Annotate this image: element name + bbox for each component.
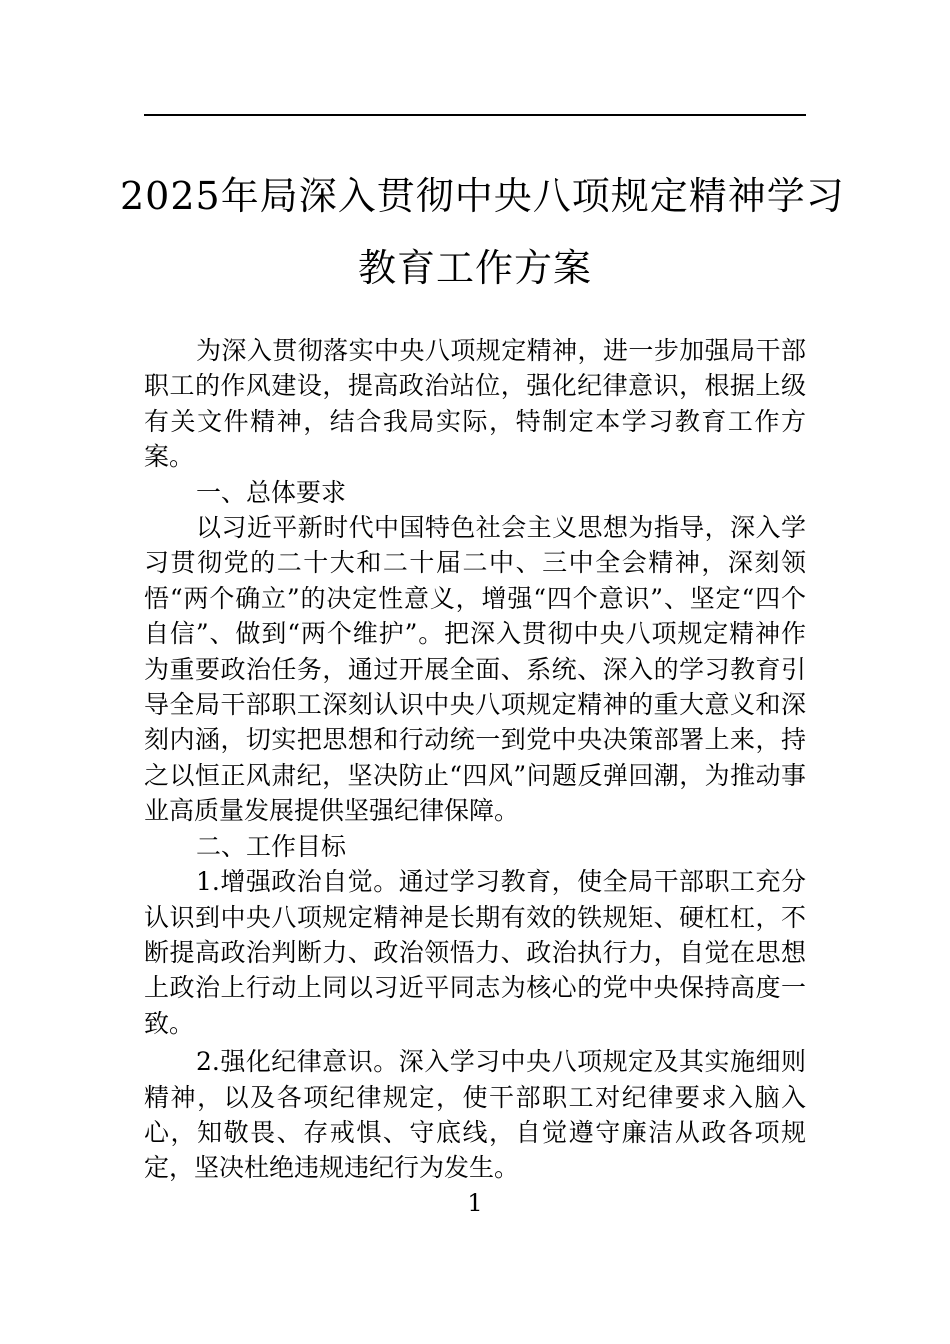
- header-rule: [144, 114, 806, 116]
- document-title-line-2: 教育工作方案: [357, 246, 592, 290]
- page-number: 1: [467, 1189, 483, 1217]
- section-heading-overall-requirements: 一、总体要求: [196, 477, 347, 507]
- intro-paragraph: 为深入贯彻落实中央八项规定精神，进一步加强局干部职工的作风建设，提高政治站位，强化纪律意识，根据上级有关文件精神，结合我局实际，特制定本学习教育工作方案。: [144, 336, 806, 472]
- overall-requirements-paragraph: 以习近平新时代中国特色社会主义思想为指导，深入学习贯彻党的二十大和二十届二中、三中全会精神，深刻领悟“两个确立”的决定性意义，增强“四个意识”、坚定“四个自信”、做到“两个维护”。把深入贯彻中央八项规定精神作为重要政治任务，通过开展全面、系统、深入的学习教育引导全局干部职工深刻认识中央八项规定精神的重大意义和深刻内涵，切实把思想和行动统一到党中央决策部署上来，持之以恒正风肃纪，坚决防止“四风”问题反弹回潮，为推动事业高质量发展提供坚强纪律保障。: [144, 513, 806, 826]
- goal-2-paragraph: 2.强化纪律意识。深入学习中央八项规定及其实施细则精神，以及各项纪律规定，使干部职工对纪律要求入脑入心，知敬畏、存戒惧、守底线，自觉遵守廉洁从政各项规定，坚决杜绝违规违纪行为发生。: [144, 1047, 806, 1183]
- goal-1-paragraph: 1.增强政治自觉。通过学习教育，使全局干部职工充分认识到中央八项规定精神是长期有效的铁规矩、硬杠杠，不断提高政治判断力、政治领悟力、政治执行力，自觉在思想上政治上行动上同以习近平同志为核心的党中央保持高度一致。: [144, 867, 806, 1038]
- document-title-line-1: 2025年局深入贯彻中央八项规定精神学习: [120, 174, 845, 218]
- document-body: [144, 333, 806, 1186]
- section-heading-work-goals: 二、工作目标: [196, 831, 347, 861]
